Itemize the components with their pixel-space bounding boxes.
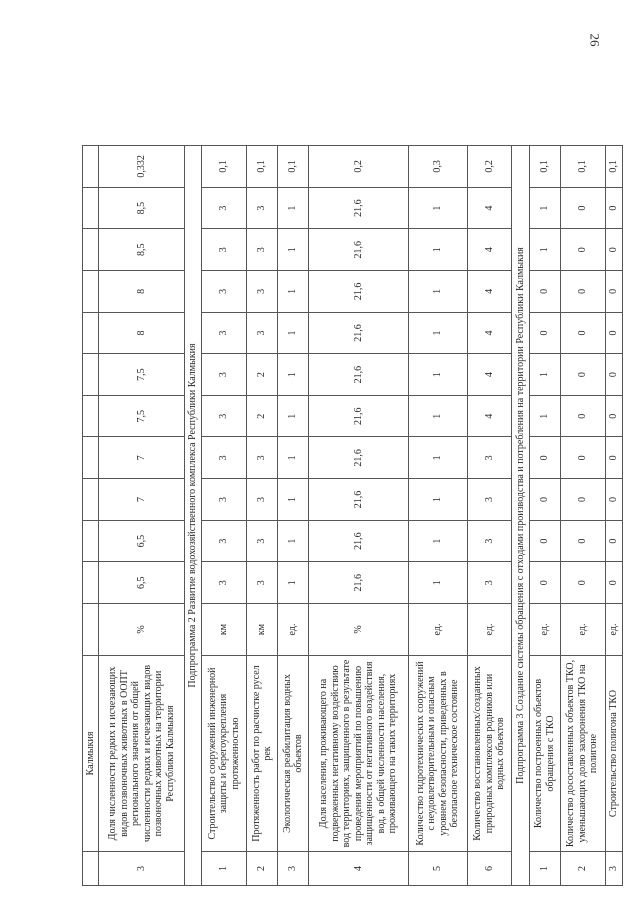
value-cell: 1 — [278, 520, 309, 562]
empty-cell — [83, 354, 99, 396]
table-row — [202, 146, 247, 886]
row-number: 1 — [202, 852, 247, 886]
value-cell: 6,5 — [99, 520, 185, 562]
value-cell: 3 — [247, 562, 278, 604]
value-cell: 0 — [560, 437, 605, 479]
empty-cell — [83, 395, 99, 437]
indicator-name: Калмыкия — [83, 656, 99, 852]
value-cell: 0 — [605, 395, 622, 437]
value-cell: 3 — [247, 479, 278, 521]
value-cell: 3 — [247, 520, 278, 562]
value-cell: 21,6 — [309, 520, 409, 562]
value-cell: 6,5 — [99, 562, 185, 604]
value-cell: 0 — [529, 562, 560, 604]
value-cell: 0 — [560, 312, 605, 354]
value-cell: 1 — [278, 354, 309, 396]
unit: ед. — [605, 604, 622, 656]
value-cell: 3 — [202, 395, 247, 437]
value-cell: 8,5 — [99, 187, 185, 229]
rotated-table-wrapper — [82, 145, 623, 886]
weight-cell: 0,2 — [309, 146, 409, 188]
value-cell: 1 — [409, 354, 468, 396]
empty-cell — [83, 437, 99, 479]
unit: ед. — [409, 604, 468, 656]
value-cell: 0 — [560, 395, 605, 437]
table-row — [529, 146, 560, 886]
value-cell: 1 — [278, 271, 309, 313]
unit: % — [99, 604, 185, 656]
table-row — [99, 146, 185, 886]
value-cell: 2 — [247, 354, 278, 396]
indicator-name: Доля численности редких и исчезающих видов позвоночных животных в ООПТ регионального значения от общей численности редких и исчезающих видов позвоночных животных на территории Республики Калмыкия — [99, 656, 185, 852]
indicator-name: Количество построенных объектов обращения с ТКО — [529, 656, 560, 852]
row-number: 2 — [247, 852, 278, 886]
indicator-name: Экологическая реабилитация водных объектов — [278, 656, 309, 852]
value-cell: 0 — [605, 312, 622, 354]
row-number: 3 — [605, 852, 622, 886]
value-cell: 1 — [278, 437, 309, 479]
value-cell: 1 — [409, 562, 468, 604]
value-cell: 1 — [409, 437, 468, 479]
value-cell: 3 — [247, 312, 278, 354]
row-number: 5 — [409, 852, 468, 886]
weight-cell: 0,1 — [202, 146, 247, 188]
unit: ед. — [560, 604, 605, 656]
table-row-top — [83, 146, 99, 886]
value-cell: 0 — [560, 271, 605, 313]
table-row — [467, 146, 512, 886]
indicator-name: Протяженность работ по расчистке русел рек — [247, 656, 278, 852]
value-cell: 0 — [605, 187, 622, 229]
table-row — [278, 146, 309, 886]
value-cell: 3 — [247, 437, 278, 479]
value-cell: 8 — [99, 271, 185, 313]
value-cell: 21,6 — [309, 312, 409, 354]
value-cell: 3 — [202, 562, 247, 604]
empty-cell — [83, 146, 99, 188]
empty-cell — [83, 312, 99, 354]
empty-cell — [83, 229, 99, 271]
value-cell: 1 — [409, 395, 468, 437]
value-cell: 0 — [560, 479, 605, 521]
unit: км — [247, 604, 278, 656]
weight-cell: 0,2 — [467, 146, 512, 188]
empty-cell — [83, 520, 99, 562]
value-cell: 21,6 — [309, 562, 409, 604]
value-cell: 0 — [560, 354, 605, 396]
value-cell: 4 — [467, 395, 512, 437]
value-cell: 1 — [409, 187, 468, 229]
section-title: Подпрограмма 2 Развитие водохозяйственного комплекса Республики Калмыкия — [185, 146, 202, 886]
value-cell: 1 — [409, 229, 468, 271]
value-cell: 3 — [467, 479, 512, 521]
value-cell: 0 — [605, 437, 622, 479]
empty-cell — [83, 604, 99, 656]
value-cell: 0 — [605, 562, 622, 604]
value-cell: 0 — [529, 271, 560, 313]
value-cell: 21,6 — [309, 395, 409, 437]
value-cell: 1 — [529, 395, 560, 437]
section-header-row — [185, 146, 202, 886]
table-row — [309, 146, 409, 886]
value-cell: 4 — [467, 354, 512, 396]
value-cell: 0 — [529, 437, 560, 479]
value-cell: 4 — [467, 187, 512, 229]
empty-cell — [83, 187, 99, 229]
weight-cell: 0,1 — [529, 146, 560, 188]
value-cell: 2 — [247, 395, 278, 437]
value-cell: 3 — [202, 187, 247, 229]
weight-cell: 0,1 — [560, 146, 605, 188]
value-cell: 1 — [278, 479, 309, 521]
value-cell: 0 — [605, 271, 622, 313]
row-number: 4 — [309, 852, 409, 886]
value-cell: 0 — [560, 229, 605, 271]
row-number: 2 — [560, 852, 605, 886]
value-cell: 21,6 — [309, 229, 409, 271]
value-cell: 0 — [605, 354, 622, 396]
value-cell: 7,5 — [99, 395, 185, 437]
value-cell: 21,6 — [309, 479, 409, 521]
row-number — [83, 852, 99, 886]
value-cell: 1 — [409, 312, 468, 354]
weight-cell: 0,1 — [605, 146, 622, 188]
value-cell: 21,6 — [309, 187, 409, 229]
value-cell: 8,5 — [99, 229, 185, 271]
value-cell: 3 — [467, 437, 512, 479]
value-cell: 1 — [529, 187, 560, 229]
indicator-name: Количество восстановленных/созданных природных комплексов родников или водных объектов — [467, 656, 512, 852]
value-cell: 0 — [529, 520, 560, 562]
weight-cell: 0,3 — [409, 146, 468, 188]
value-cell: 1 — [278, 562, 309, 604]
value-cell: 0 — [605, 229, 622, 271]
indicators-table — [82, 145, 623, 886]
value-cell: 4 — [467, 229, 512, 271]
row-number: 3 — [99, 852, 185, 886]
value-cell: 0 — [560, 562, 605, 604]
value-cell: 21,6 — [309, 271, 409, 313]
value-cell: 21,6 — [309, 354, 409, 396]
value-cell: 3 — [202, 354, 247, 396]
value-cell: 3 — [247, 271, 278, 313]
unit: ед. — [278, 604, 309, 656]
value-cell: 0 — [560, 520, 605, 562]
value-cell: 1 — [278, 187, 309, 229]
indicator-name: Количество досоставленных объектов ТКО, уменьшающих долю захоронения ТКО на полигоне — [560, 656, 605, 852]
unit: ед. — [467, 604, 512, 656]
value-cell: 1 — [278, 229, 309, 271]
value-cell: 3 — [247, 229, 278, 271]
indicator-name: Количество гидротехнических сооружений с неудовлетворительным и опасным уровнем безопасности, приведенных в безопасное техническое состояние — [409, 656, 468, 852]
weight-cell: 0,332 — [99, 146, 185, 188]
value-cell: 3 — [202, 520, 247, 562]
value-cell: 1 — [409, 520, 468, 562]
table-row — [605, 146, 622, 886]
page-number: 26 — [587, 33, 603, 47]
value-cell: 4 — [467, 312, 512, 354]
value-cell: 1 — [278, 395, 309, 437]
value-cell: 3 — [467, 520, 512, 562]
table-row — [247, 146, 278, 886]
value-cell: 7,5 — [99, 354, 185, 396]
value-cell: 0 — [605, 479, 622, 521]
value-cell: 1 — [529, 229, 560, 271]
table-row — [560, 146, 605, 886]
value-cell: 1 — [409, 479, 468, 521]
value-cell: 8 — [99, 312, 185, 354]
value-cell: 21,6 — [309, 437, 409, 479]
row-number: 6 — [467, 852, 512, 886]
empty-cell — [83, 271, 99, 313]
value-cell: 3 — [202, 312, 247, 354]
value-cell: 3 — [202, 271, 247, 313]
indicator-name: Строительство сооружений инженерной защиты и берегоукрепления протяженностью — [202, 656, 247, 852]
value-cell: 0 — [605, 520, 622, 562]
value-cell: 0 — [529, 479, 560, 521]
indicator-name: Строительство полигона ТКО — [605, 656, 622, 852]
table-row — [409, 146, 468, 886]
indicator-name: Доля населения, проживающего на подверженных негативному воздействию вод территориях, защищенного в результате проведения мероприятий по повышению защищенности от негативного воздействия вод, в общей численности населения, проживающего на таких территориях — [309, 656, 409, 852]
value-cell: 1 — [278, 312, 309, 354]
unit: % — [309, 604, 409, 656]
section-title: Подпрограмма 3 Создание системы обращения с отходами производства и потребления на территории Республики Калмыкия — [512, 146, 529, 886]
weight-cell: 0,1 — [278, 146, 309, 188]
value-cell: 1 — [529, 354, 560, 396]
value-cell: 7 — [99, 437, 185, 479]
unit: ед. — [529, 604, 560, 656]
value-cell: 0 — [560, 187, 605, 229]
value-cell: 1 — [409, 271, 468, 313]
value-cell: 3 — [202, 229, 247, 271]
value-cell: 4 — [467, 271, 512, 313]
row-number: 3 — [278, 852, 309, 886]
row-number: 1 — [529, 852, 560, 886]
weight-cell: 0,1 — [247, 146, 278, 188]
value-cell: 7 — [99, 479, 185, 521]
value-cell: 0 — [529, 312, 560, 354]
value-cell: 3 — [202, 479, 247, 521]
value-cell: 3 — [247, 187, 278, 229]
value-cell: 3 — [467, 562, 512, 604]
value-cell: 3 — [202, 437, 247, 479]
empty-cell — [83, 562, 99, 604]
section-header-row — [512, 146, 529, 886]
empty-cell — [83, 479, 99, 521]
unit: км — [202, 604, 247, 656]
